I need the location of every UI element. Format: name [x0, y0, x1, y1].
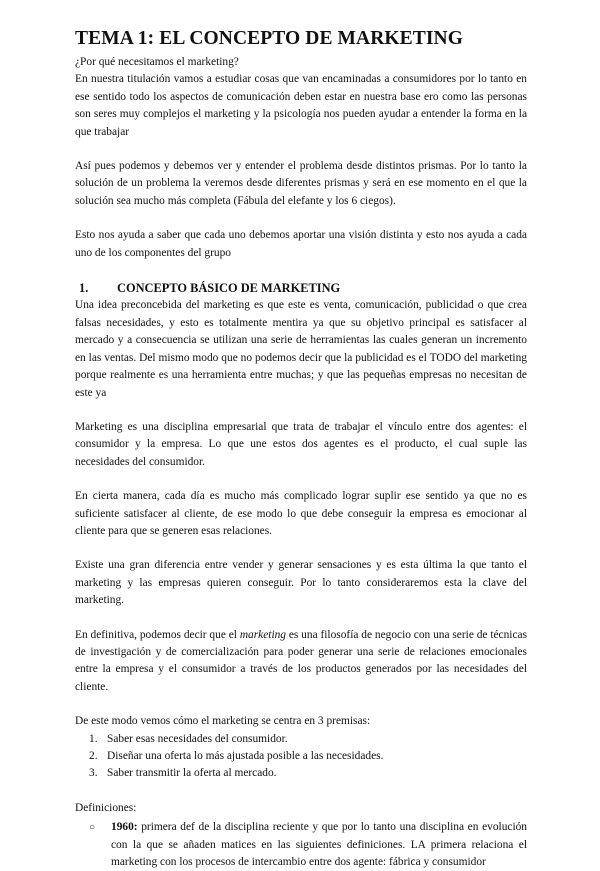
section-number: 1.	[79, 281, 89, 296]
p5-after: es una filosofía de negocio con una serie de técnicas de investigación y de comercialización para poder generar una serie de relaciones emocionales entre la empresa y el consumidor a través de los productos generados por las necesidades del cliente.	[75, 628, 528, 693]
definition-body: primera def de la disciplina reciente y que por lo tanto una disciplina en evolución con la que se añaden matices en las siguientes definiciones. LA primera relaciona el marketing con los procesos de intercambio entre dos agente: fábrica y consumidor	[111, 821, 527, 869]
section-paragraph-2: Marketing es una disciplina empresarial que trata de trabajar el vínculo entre dos agentes: el consumidor y la empresa. Lo que une estos dos agentes es el producto, el cual suple las necesidades del consumidor.	[75, 420, 527, 468]
list-item-text: Saber esas necesidades del consumidor.	[107, 732, 288, 745]
list-item-text: Diseñar una oferta lo más ajustada posible a las necesidades.	[107, 750, 384, 762]
intro-paragraph-3: Esto nos ayuda a saber que cada uno debemos aportar una visión distinta y esto nos ayuda a cada uno de los componentes del grupo	[75, 229, 527, 259]
list-item-number: 1.	[89, 732, 98, 745]
intro-paragraph-2: Así pues podemos y debemos ver y entender el problema desde distintos prismas. Por lo tanto la solución de un problema la veremos desde diferentes prismas y será en ese momento en el que la solución sea mucho más completa (Fábula del elefante y los 6 ciegos).	[75, 160, 527, 207]
intro-paragraph-1: En nuestra titulación vamos a estudiar cosas que van encaminadas a consumidores por lo tanto en ese sentido todo los aspectos de comunicación deben estar en nuestra base ero como las personas son seres muy complejos el marketing y la psicología nos pueden ayudar a entender la forma en la que trabajar	[75, 73, 527, 138]
list-item-number: 2.	[89, 750, 98, 762]
definition-text	[111, 819, 527, 871]
page-title: TEMA 1: EL CONCEPTO DE MARKETING	[75, 28, 464, 49]
list-item	[89, 765, 527, 782]
section-paragraph-4: Existe una gran diferencia entre vender y generar sensaciones y es esta última la que tanto el marketing y las empresas quieren conseguir. Por lo tanto consideraremos esta la clave del marketing.	[75, 559, 527, 607]
list-item	[89, 731, 527, 748]
document-page	[75, 28, 527, 871]
section-title: CONCEPTO BÁSICO DE MARKETING	[117, 281, 341, 296]
list-item-text: Saber transmitir la oferta al mercado.	[107, 767, 277, 780]
p5-before: En definitiva, podemos decir que el	[75, 628, 240, 641]
list-item	[89, 748, 527, 765]
p5-emphasis: marketing	[239, 628, 286, 641]
definition-year: 1960:	[111, 821, 138, 834]
circle-bullet-icon: ○	[89, 822, 96, 834]
premises-intro: De este modo vemos cómo el marketing se centra en 3 premisas:	[75, 715, 371, 728]
premises-list	[75, 731, 527, 783]
list-item-number: 3.	[89, 767, 98, 780]
definition-item	[75, 819, 527, 871]
intro-question: ¿Por qué necesitamos el marketing?	[75, 56, 239, 68]
section-paragraph-1: Una idea preconcebida del marketing es que este es venta, comunicación, publicidad o que crea falsas necesidades, y esto es totalmente mentira ya que su objetivo principal es satisfacer al mercado y a consecuencia se utilizan una serie de herramientas las cuales generan un incremento en las ventas. Del mismo modo que no podemos decir que la publicidad es el TODO del marketing porque realmente es una herramienta entre muchas; y que las pequeñas empresas no necesitan de este ya	[75, 299, 527, 399]
section-heading	[79, 280, 527, 297]
definitions-label: Definiciones:	[75, 801, 137, 814]
section-paragraph-5	[75, 627, 527, 697]
section-paragraph-3: En cierta manera, cada día es mucho más complicado lograr suplir ese sentido ya que no es suficiente satisfacer al cliente, de ese modo lo que debe conseguir la empresa es emocionar al cliente para que se generen esas relaciones.	[75, 490, 527, 537]
